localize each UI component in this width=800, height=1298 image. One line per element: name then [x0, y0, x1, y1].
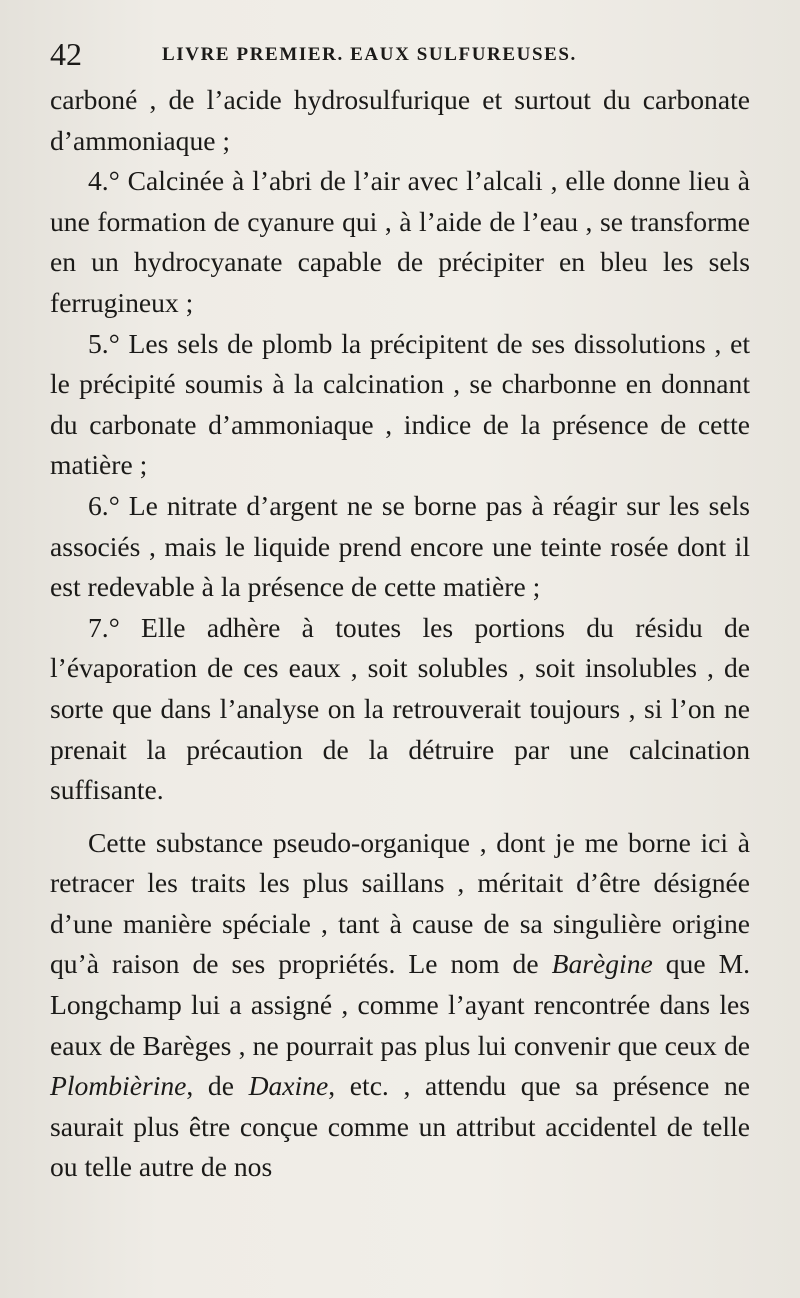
paragraph-continuation: carboné , de l’acide hydrosulfurique et surtout du carbonate d’ammoniaque ; [50, 84, 750, 156]
page-header [50, 36, 750, 76]
italic-term-plombierine: Plombièrine [50, 1070, 187, 1102]
running-head: LIVRE PREMIER. EAUX SULFUREUSES. [162, 44, 577, 65]
italic-term-daxine: Daxine [248, 1070, 329, 1102]
page-number: 42 [50, 36, 82, 72]
text-run: , de [186, 1070, 249, 1102]
paragraph-item-4: 4.° Calcinée à l’abri de l’air avec l’alcali , elle donne lieu à une formation de cyanure qui , à l’aide de l’eau , se transforme en un hydrocyanate capable de précipiter en bleu les sels ferrugineux ; [50, 165, 750, 318]
paragraph-item-5: 5.° Les sels de plomb la précipitent de ses dissolutions , et le précipité soumis à la calcination , se charbonne en donnant du carbonate d’ammoniaque , indice de la présence de cette matière ; [50, 327, 750, 481]
paragraph-substance [50, 823, 750, 1188]
text-run: que M. Longchamp lui a assigné , comme l’ayant rencontrée dans les eaux de Barèges , ne pourrait pas plus lui convenir que ceux de [50, 948, 751, 1061]
text-run: Cette substance pseudo-organique , dont je me borne ici à retracer les traits les plus saillans , méritait d’être désignée d’une manière spéciale , tant à cause de sa singulière origine qu’à raison de ses propriétés. Le nom de [50, 826, 750, 980]
paragraph-item-7: 7.° Elle adhère à toutes les portions du résidu de l’évaporation de ces eaux , soit solubles , soit insolubles , de sorte que dans l’analyse on la retrouverait toujours , si l’on ne prenait la précaution de la détruire par une calcination suffisante. [50, 611, 750, 806]
text-run: , etc. , attendu que sa présence ne saurait plus être conçue comme un attribut accidentel de telle ou telle autre de nos [50, 1070, 750, 1183]
paragraph-item-6: 6.° Le nitrate d’argent ne se borne pas à réagir sur les sels associés , mais le liquide prend encore une teinte rosée dont il est redevable à la présence de cette matière ; [50, 489, 750, 603]
italic-term-baregine: Barègine [551, 948, 653, 980]
body-text [50, 80, 750, 1188]
